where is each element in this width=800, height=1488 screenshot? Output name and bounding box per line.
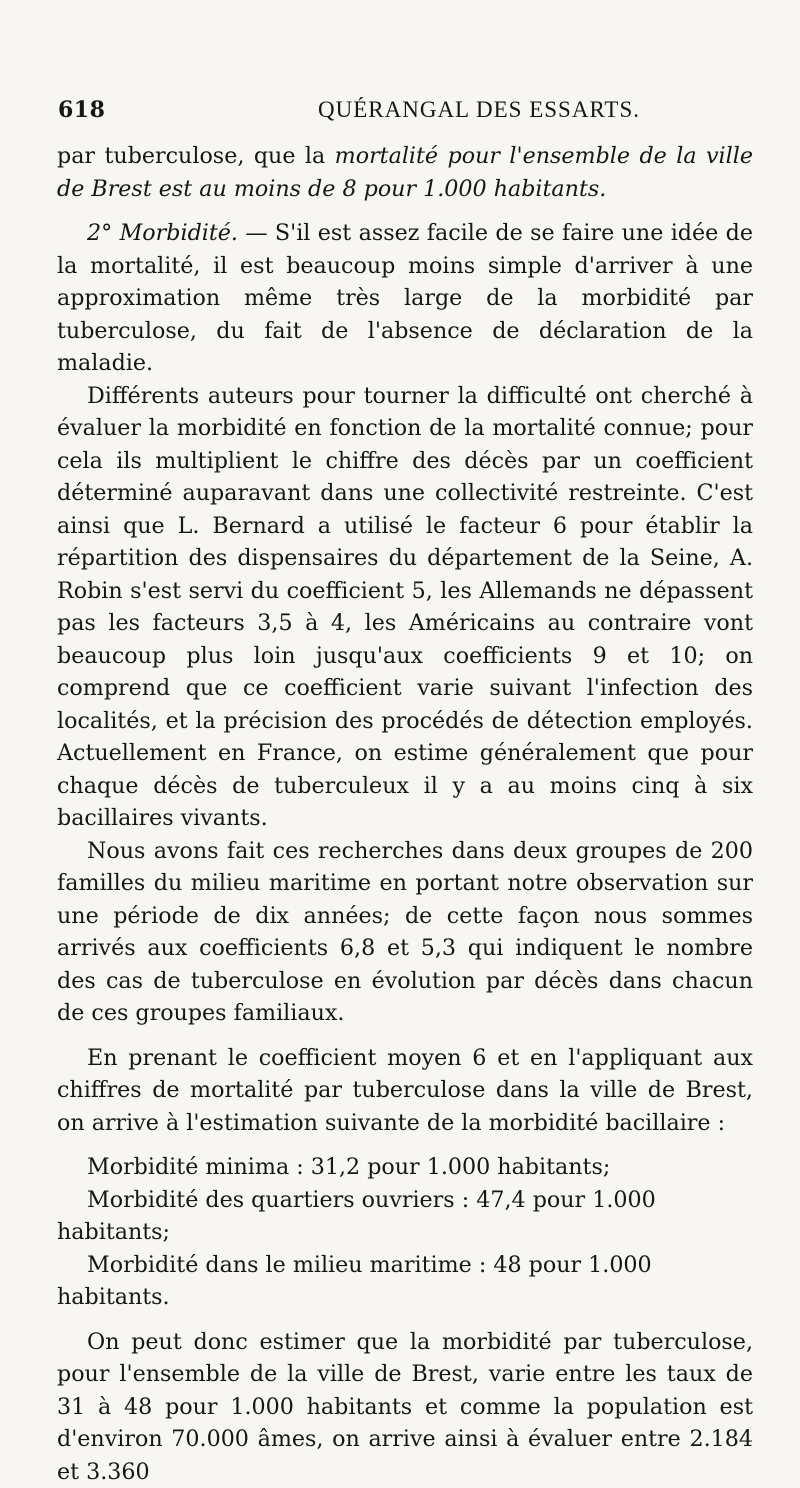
paragraph-morbidite-text: — S'il est assez facile de se faire une idée de la mortalité, il est beaucoup moins simple d'arriver à une approximation même très large de la morbidité par tuberculose, du fait de l'absence de déclaration de la maladie. — [57, 220, 753, 376]
paragraph-continuation-text: par tuberculose, que la — [57, 143, 335, 169]
paragraph-recherches: Nous avons fait ces recherches dans deux groupes de 200 familles du milieu maritime en portant notre observation sur une période de dix années; de cette façon nous sommes arrivés aux coefficients 6,8 et 5,3 qui indiquent le nombre des cas de tuberculose en évolution par décès dans chacun de ces groupes familiaux. — [57, 835, 753, 1030]
paragraph-coefficient: En prenant le coefficient moyen 6 et en l'appliquant aux chiffres de mortalité par tuberculose dans la ville de Brest, on arrive à l'estimation suivante de la morbidité bacillaire : — [57, 1042, 753, 1140]
list-item: Morbidité des quartiers ouvriers : 47,4 pour 1.000 habitants; — [57, 1184, 753, 1249]
body-text — [57, 140, 753, 1488]
paragraph-estimation: On peut donc estimer que la morbidité par tuberculose, pour l'ensemble de la ville de Brest, varie entre les taux de 31 à 48 pour 1.000 habitants et comme la population est d'environ 70.000 âmes, on arrive ainsi à évaluer entre 2.184 et 3.360 — [57, 1326, 753, 1488]
paragraph-continuation — [57, 140, 753, 205]
running-header — [58, 97, 742, 123]
list-item: Morbidité dans le milieu maritime : 48 pour 1.000 habitants. — [57, 1249, 753, 1314]
section-heading-morbidite: 2° Morbidité. — [87, 220, 238, 246]
list-item: Morbidité minima : 31,2 pour 1.000 habitants; — [57, 1151, 753, 1184]
paragraph-auteurs: Différents auteurs pour tourner la difficulté ont cherché à évaluer la morbidité en fonction de la mortalité connue; pour cela ils multiplient le chiffre des décès par un coefficient déterminé auparavant dans une collectivité restreinte. C'est ainsi que L. Bernard a utilisé le facteur 6 pour établir la répartition des dispensaires du département de la Seine, A. Robin s'est servi du coefficient 5, les Allemands ne dépassent pas les facteurs 3,5 à 4, les Américains au contraire vont beaucoup plus loin jusqu'aux coefficients 9 et 10; on comprend que ce coefficient varie suivant l'infection des localités, et la précision des procédés de détection employés. Actuellement en France, on estime généralement que pour chaque décès de tuberculeux il y a au moins cinq à six bacillaires vivants. — [57, 380, 753, 835]
page-number: 618 — [58, 97, 168, 123]
running-title: QUÉRANGAL DES ESSARTS. — [318, 97, 640, 123]
morbidity-list — [57, 1151, 753, 1314]
paragraph-morbidite — [57, 217, 753, 380]
mortality-emphasis: mortalité pour l'ensemble de la ville de Brest est au moins de 8 pour 1.000 habitants. — [57, 143, 753, 202]
